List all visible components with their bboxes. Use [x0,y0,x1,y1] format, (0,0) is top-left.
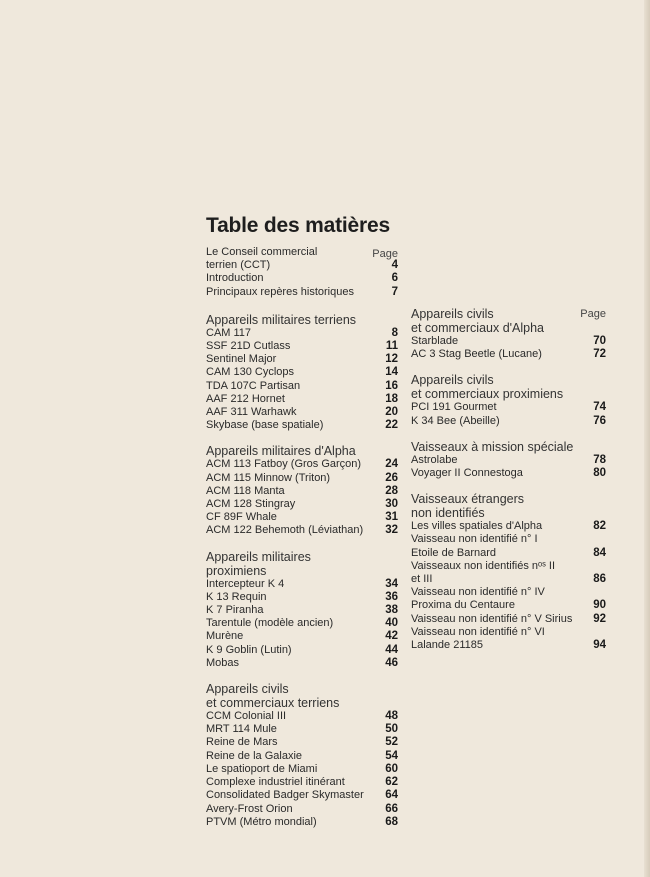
toc-entry-page: 34 [385,577,398,590]
toc-entry-title: K 7 Piranha [206,604,264,617]
toc-entry-title: Le spatioport de Miami [206,762,318,775]
toc-entry-title: Consolidated Badger Skymaster [206,789,364,802]
toc-section [206,550,398,670]
toc-entry-page: 24 [385,458,398,471]
toc-entry-title: Starblade [411,335,459,347]
toc-entry-title: Reine de Mars [206,736,278,749]
toc-entry [206,380,398,393]
toc-entry-page: 12 [385,353,398,366]
toc-entry [206,272,398,285]
toc-section-heading [411,492,606,520]
toc-entry [411,547,606,560]
toc-entry-page: 40 [385,617,398,630]
toc-entry-page: 64 [385,789,398,802]
toc-entry-title: AC 3 Stag Beetle (Lucane) [411,348,542,361]
toc-entry-title: AAF 311 Warhawk [206,406,297,419]
toc-entry-title: Vaisseaux non identifiés nᵒˢ II [411,559,556,572]
toc-section [206,682,398,829]
toc-entry-title: ACM 118 Manta [206,484,285,497]
toc-entry-title: Intercepteur K 4 [206,577,285,590]
toc-section-heading [206,682,398,710]
toc-entry-title: ACM 128 Stingray [206,498,296,511]
toc-entry-title: ACM 115 Minnow (Triton) [206,471,331,484]
toc-entry [206,259,398,272]
toc-entry-page: 60 [385,762,398,775]
toc-entry-title: Les villes spatiales d'Alpha [411,520,543,533]
toc-entry [411,415,606,428]
toc-entry-page: 36 [385,590,398,603]
toc-entry-title: K 34 Bee (Abeille) [411,414,500,427]
toc-section-heading-line: et commerciaux d'Alpha [411,321,545,335]
toc-entry-title: ACM 122 Behemoth (Léviathan) [206,524,364,537]
toc-entry-page: 8 [391,326,398,339]
toc-entry [206,763,398,776]
toc-entry-title: Lalande 21185 [411,639,483,652]
toc-entry [206,353,398,366]
toc-entry-title: AAF 212 Hornet [206,392,285,405]
toc-entry-title: Vaisseau non identifié n° IV [411,586,545,599]
toc-entry-title: MRT 114 Mule [206,723,277,736]
toc-section-heading-line: et commerciaux proximiens [411,387,564,402]
toc-entry [206,789,398,802]
toc-entry-page: 72 [593,348,606,361]
toc-entry-title: Voyager II Connestoga [411,467,523,480]
toc-entry [411,639,606,652]
toc-section [411,373,606,427]
toc-section-heading-line: Vaisseaux à mission spéciale [411,439,574,454]
toc-entry [206,366,398,379]
toc-entry [206,406,398,419]
page-edge [644,0,650,877]
toc-entry-page: 18 [385,392,398,405]
toc-entry-title: Vaisseau non identifié n° I [411,533,538,546]
toc-entry-title: Avery-Frost Orion [206,802,293,815]
toc-entry [206,524,398,537]
toc-entry [206,511,398,524]
toc-entry [206,419,398,432]
toc-entry [206,736,398,749]
toc-intro [206,246,398,299]
toc-entry [206,644,398,657]
toc-entry-title: Principaux repères historiques [206,285,354,298]
toc-entry [206,393,398,406]
toc-entry [411,626,606,639]
toc-entry [206,630,398,643]
toc-entry [206,657,398,670]
toc-entry-title: Sentinel Major [206,353,277,366]
toc-entry-page: 38 [385,604,398,617]
toc-section [206,313,398,433]
toc-entry [411,613,606,626]
toc-section-heading [411,373,606,401]
toc-entry [206,340,398,353]
page-column-header: Page [580,308,606,320]
toc-entry-page: 94 [593,639,606,652]
toc-entry-page: 42 [385,630,398,643]
toc-entry [411,335,606,348]
toc-entry-title: K 13 Requin [206,590,267,603]
toc-entry-page: 28 [385,484,398,497]
toc-entry [206,617,398,630]
toc-entry-page: 22 [385,419,398,432]
toc-entry-page: 26 [385,471,398,484]
toc-entry-page: 6 [391,272,398,285]
toc-entry [206,327,398,340]
toc-entry-title: CAM 130 Cyclops [206,366,295,379]
page-title: Table des matières [206,214,390,237]
toc-entry-page: 84 [593,546,606,559]
toc-entry-page: 52 [385,736,398,749]
toc-section-heading-line: Appareils militaires [206,549,311,564]
toc-entry-page: 48 [385,710,398,723]
toc-entry [206,458,398,471]
toc-section-heading-line: Appareils civils [411,307,494,321]
toc-entry [411,454,606,467]
page-column-header: Page [372,248,398,260]
toc-entry [206,604,398,617]
toc-section-heading [206,313,398,327]
toc-entry-title: CCM Colonial III [206,710,287,723]
toc-entry-title: Complexe industriel itinérant [206,776,345,789]
toc-entry-page: 80 [593,467,606,480]
toc-entry [411,348,606,361]
toc-entry-page: 7 [391,285,398,298]
toc-section [206,444,398,537]
toc-entry [206,723,398,736]
toc-section-heading-line: Appareils civils [411,373,494,388]
toc-entry-title: et III [411,573,433,586]
toc-entry [411,520,606,533]
toc-entry [206,591,398,604]
toc-entry-title: Reine de la Galaxie [206,749,303,762]
toc-entry [411,467,606,480]
toc-entry-page: 54 [385,749,398,762]
toc-entry [206,710,398,723]
toc-section [411,440,606,480]
toc-left-column [206,246,398,841]
toc-entry-title: Le Conseil commercial [206,246,318,258]
toc-section [411,307,606,361]
toc-entry-page: 44 [385,643,398,656]
toc-entry-title: Mobas [206,656,240,669]
toc-entry-title: terrien (CCT) [206,259,271,272]
toc-entry [411,533,606,546]
toc-entry-page: 90 [593,599,606,612]
toc-entry [206,286,398,299]
toc-section-heading [411,307,606,335]
toc-right-sections [411,307,606,652]
toc-entry-page: 76 [593,414,606,427]
toc-entry-page: 62 [385,776,398,789]
toc-entry [206,485,398,498]
toc-entry [206,816,398,829]
toc-entry [206,578,398,591]
toc-entry-page: 20 [385,406,398,419]
toc-entry [206,803,398,816]
toc-entry-page: 78 [593,453,606,466]
toc-entry-title: SSF 21D Cutlass [206,340,291,353]
toc-entry [411,599,606,612]
toc-entry [206,246,398,259]
toc-section-heading-line: Appareils civils [206,682,289,697]
toc-entry-page: 4 [391,259,398,272]
toc-entry-title: TDA 107C Partisan [206,379,301,392]
toc-entry-title: PCI 191 Gourmet [411,401,497,414]
toc-section-heading-line: et commerciaux terriens [206,696,340,711]
toc-entry-page: 68 [385,815,398,828]
toc-entry-page: 46 [385,656,398,669]
toc-entry-title: Tarentule (modèle ancien) [206,617,334,630]
toc-entry-title: Etoile de Barnard [411,546,496,559]
toc-entry-title: Vaisseau non identifié n° VI [411,625,545,638]
toc-entry [411,560,606,573]
toc-section-heading [206,444,398,458]
toc-left-sections [206,313,398,829]
toc-entry-title: PTVM (Métro mondial) [206,815,317,828]
toc-entry-page: 30 [385,498,398,511]
toc-entry-page: 32 [385,524,398,537]
toc-entry-page: 70 [593,335,606,347]
toc-entry-page: 16 [385,379,398,392]
toc-section-heading-line: Appareils militaires terriens [206,312,357,327]
toc-section [411,492,606,652]
toc-entry-title: Vaisseau non identifié n° V Sirius [411,612,573,625]
toc-entry-page: 86 [593,573,606,586]
toc-entry-page: 50 [385,723,398,736]
toc-entry-title: K 9 Goblin (Lutin) [206,643,292,656]
toc-section-heading-line: proximiens [206,563,267,578]
toc-entry [411,586,606,599]
toc-entry-title: Skybase (base spatiale) [206,419,324,432]
toc-entry-title: ACM 113 Fatboy (Gros Garçon) [206,458,362,471]
toc-entry [411,573,606,586]
toc-right-column [411,307,606,664]
toc-entry [206,498,398,511]
toc-entry-title: CF 89F Whale [206,511,277,524]
toc-entry-page: 14 [385,366,398,379]
toc-entry-title: Astrolabe [411,453,458,466]
toc-section-heading-line: Appareils militaires d'Alpha [206,444,356,459]
toc-section-heading-line: Vaisseaux étrangers [411,492,525,507]
toc-section-heading-line: non identifiés [411,506,485,521]
toc-entry-page: 66 [385,802,398,815]
toc-section-heading [411,440,606,454]
toc-section-heading [206,550,398,578]
toc-entry-page: 92 [593,612,606,625]
toc-entry-page: 31 [385,511,398,524]
toc-entry [206,750,398,763]
toc-entry-page: 82 [593,520,606,533]
toc-entry-page: 74 [593,401,606,414]
toc-entry-title: Proxima du Centaure [411,599,515,612]
toc-entry-title: CAM 117 [206,326,252,339]
toc-entry-title: Introduction [206,272,264,285]
toc-entry [411,401,606,414]
toc-entry [206,776,398,789]
toc-entry-page: 11 [385,340,398,353]
toc-entry-title: Murène [206,630,244,643]
toc-entry [206,472,398,485]
